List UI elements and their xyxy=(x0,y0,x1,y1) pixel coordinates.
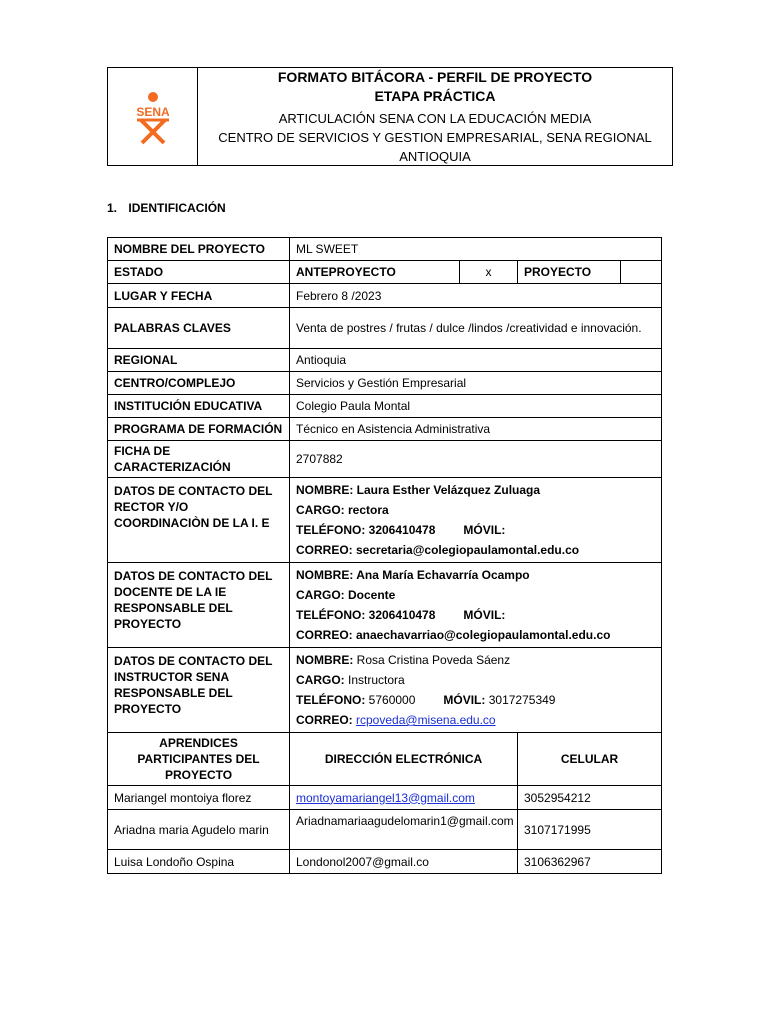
instructor-nombre-value: Rosa Cristina Poveda Sáenz xyxy=(356,653,511,667)
header-line-2: CENTRO DE SERVICIOS Y GESTION EMPRESARIAL, SENA REGIONAL xyxy=(218,129,652,145)
rector-correo: CORREO: secretaria@colegiopaulamontal.edu.co xyxy=(296,543,580,557)
instructor-correo-label: CORREO: xyxy=(296,713,353,727)
instructor-cargo-label: CARGO: xyxy=(296,673,345,687)
instructor-telefono-label: TELÉFONO: xyxy=(296,693,366,707)
table-row xyxy=(108,478,662,563)
section-heading xyxy=(107,201,226,215)
identification-table xyxy=(107,237,662,874)
table-row xyxy=(108,261,662,284)
table-row xyxy=(108,786,662,810)
value-institucion: Colegio Paula Montal xyxy=(290,395,662,418)
aprendiz-celular: 3107171995 xyxy=(518,810,662,850)
instructor-phone-line xyxy=(296,690,655,710)
label-nombre-proyecto: NOMBRE DEL PROYECTO xyxy=(108,238,290,261)
aprendiz-email xyxy=(290,786,518,810)
instructor-nombre-label: NOMBRE: xyxy=(296,653,354,667)
table-row xyxy=(108,850,662,874)
label-docente: DATOS DE CONTACTO DEL DOCENTE DE LA IE RESPONSABLE DEL PROYECTO xyxy=(108,563,290,648)
value-nombre-proyecto: ML SWEET xyxy=(290,238,662,261)
label-instructor: DATOS DE CONTACTO DEL INSTRUCTOR SENA RESPONSABLE DEL PROYECTO xyxy=(108,648,290,733)
docente-contact xyxy=(290,563,662,648)
table-row xyxy=(108,238,662,261)
table-row xyxy=(108,648,662,733)
rector-cargo: CARGO: rectora xyxy=(296,503,389,517)
table-row xyxy=(108,349,662,372)
label-estado: ESTADO xyxy=(108,261,290,284)
table-row xyxy=(108,284,662,308)
svg-text:SENA: SENA xyxy=(135,104,170,119)
document-subtitle: ETAPA PRÁCTICA xyxy=(374,87,496,104)
instructor-movil-label: MÓVIL: xyxy=(443,693,486,707)
label-institucion: INSTITUCIÓN EDUCATIVA xyxy=(108,395,290,418)
aprendiz-email-link[interactable]: montoyamariangel13@gmail.com xyxy=(296,790,475,805)
value-regional: Antioquia xyxy=(290,349,662,372)
label-regional: REGIONAL xyxy=(108,349,290,372)
table-row xyxy=(108,733,662,786)
rector-contact xyxy=(290,478,662,563)
value-centro: Servicios y Gestión Empresarial xyxy=(290,372,662,395)
table-row xyxy=(108,372,662,395)
estado-mark-proyecto xyxy=(621,261,662,284)
docente-cargo: CARGO: Docente xyxy=(296,588,396,602)
label-rector: DATOS DE CONTACTO DEL RECTOR Y/O COORDINACIÒN DE LA I. E xyxy=(108,478,290,563)
header-title-block xyxy=(198,68,672,165)
aprendiz-celular: 3052954212 xyxy=(518,786,662,810)
label-ficha: FICHA DE CARACTERIZACIÓN xyxy=(108,441,290,478)
instructor-contact xyxy=(290,648,662,733)
table-row xyxy=(108,563,662,648)
docente-movil: MÓVIL: xyxy=(463,608,506,622)
document-title: FORMATO BITÁCORA - PERFIL DE PROYECTO xyxy=(277,68,593,85)
aprendiz-nombre: Mariangel montoiya florez xyxy=(108,786,290,810)
aprendiz-celular: 3106362967 xyxy=(518,850,662,874)
value-ficha: 2707882 xyxy=(290,441,662,478)
instructor-correo-line xyxy=(296,710,655,730)
docente-phone-line xyxy=(296,605,655,625)
rector-telefono: TELÉFONO: 3206410478 xyxy=(296,523,436,537)
sena-logo-icon xyxy=(125,89,181,145)
value-programa: Técnico en Asistencia Administrativa xyxy=(290,418,662,441)
docente-correo: CORREO: anaechavarriao@colegiopaulamontal.edu.co xyxy=(296,628,611,642)
rector-phone-line xyxy=(296,520,655,540)
section-number: 1. xyxy=(107,201,118,215)
instructor-cargo-value: Instructora xyxy=(348,673,405,687)
table-row xyxy=(108,395,662,418)
estado-option-proyecto: PROYECTO xyxy=(518,261,621,284)
header-direccion: DIRECCIÓN ELECTRÓNICA xyxy=(290,733,518,786)
label-lugar-fecha: LUGAR Y FECHA xyxy=(108,284,290,308)
table-row xyxy=(108,418,662,441)
rector-movil: MÓVIL: xyxy=(463,523,506,537)
label-programa: PROGRAMA DE FORMACIÓN xyxy=(108,418,290,441)
header-celular: CELULAR xyxy=(518,733,662,786)
header-line-1: ARTICULACIÓN SENA CON LA EDUCACIÓN MEDIA xyxy=(278,110,592,126)
instructor-email-link[interactable]: rcpoveda@misena.edu.co xyxy=(356,713,496,727)
document-header xyxy=(107,67,673,166)
estado-mark-anteproyecto: x xyxy=(460,261,518,284)
value-lugar-fecha: Febrero 8 /2023 xyxy=(290,284,662,308)
label-palabras-claves: PALABRAS CLAVES xyxy=(108,308,290,349)
header-aprendices: APRENDICES PARTICIPANTES DEL PROYECTO xyxy=(108,733,290,786)
aprendiz-nombre: Luisa Londoño Ospina xyxy=(108,850,290,874)
aprendiz-nombre: Ariadna maria Agudelo marin xyxy=(108,810,290,850)
table-row xyxy=(108,441,662,478)
rector-nombre: NOMBRE: Laura Esther Velázquez Zuluaga xyxy=(296,483,541,497)
instructor-movil-value: 3017275349 xyxy=(488,693,556,707)
aprendiz-email: Londonol2007@gmail.co xyxy=(290,850,518,874)
instructor-nombre-line xyxy=(296,650,655,670)
table-row xyxy=(108,308,662,349)
value-palabras-claves: Venta de postres / frutas / dulce /lindos /creatividad e innovación. xyxy=(290,308,662,349)
estado-option-anteproyecto: ANTEPROYECTO xyxy=(290,261,460,284)
section-title: IDENTIFICACIÓN xyxy=(128,201,226,215)
sena-logo xyxy=(108,68,198,165)
aprendiz-email: Ariadnamariaagudelomarin1@gmail.com xyxy=(290,810,518,850)
header-line-3: ANTIOQUIA xyxy=(399,148,471,164)
docente-telefono: TELÉFONO: 3206410478 xyxy=(296,608,436,622)
instructor-cargo-line xyxy=(296,670,655,690)
docente-nombre: NOMBRE: Ana María Echavarría Ocampo xyxy=(296,568,530,582)
instructor-telefono-value: 5760000 xyxy=(368,693,416,707)
label-centro: CENTRO/COMPLEJO xyxy=(108,372,290,395)
table-row xyxy=(108,810,662,850)
